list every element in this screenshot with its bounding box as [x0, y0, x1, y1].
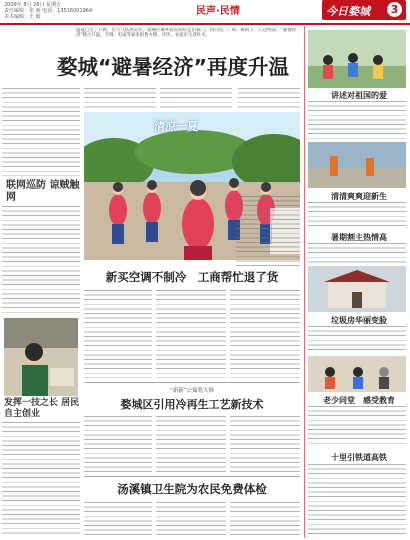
checkup-body-text-3	[230, 502, 300, 536]
checkup-body-text-1	[84, 502, 152, 536]
right-title-5: 老少同堂 感受教育	[323, 396, 395, 405]
article-kicker-recycle: “新新”公寓将大修	[169, 388, 215, 394]
patrol-body-text	[2, 206, 80, 316]
lead-body-text-3	[160, 88, 232, 110]
lead-body-text-2	[84, 88, 156, 110]
photo-caption: 清凉一夏	[154, 120, 198, 133]
classroom-image	[308, 356, 406, 392]
lead-intro: 盛夏已过了立秋，但天气依然炎热，婺城区城乡居民纷纷走出家门，到公园、广场、树荫下、江边纳凉，“避暑经济”随之升温，空调、电扇等家电销售火爆，冷饮、农家乐生意红火。	[76, 28, 296, 39]
recycle-body-text-1	[84, 416, 152, 472]
article-title-checkup: 汤溪镇卫生院为农民免费体检	[117, 482, 267, 496]
article-title-recycle: 婺城区引用冷再生工艺新技术	[120, 398, 264, 411]
lead-body-text-5	[236, 196, 300, 266]
header-divider	[0, 23, 410, 25]
right-body-5	[308, 406, 406, 446]
right-body-2	[308, 202, 406, 228]
right-body-1	[308, 101, 406, 139]
center-divider-2	[84, 476, 300, 477]
left-photo	[4, 318, 78, 396]
issue-date: 2009年 8月 28日 星期五	[4, 2, 62, 8]
right-photo-4	[308, 356, 406, 392]
right-photo-3	[308, 266, 406, 312]
lead-body-text-1	[2, 88, 80, 176]
garbage-house-image	[308, 266, 406, 312]
right-title-1: 讲述对祖国的爱	[331, 91, 387, 100]
right-photo-2	[308, 142, 406, 188]
aircon-body-text-2	[156, 290, 226, 378]
right-body-3	[308, 243, 406, 263]
children-image	[308, 30, 406, 88]
article-title-startup-wrapper	[4, 398, 80, 420]
lead-headline: 婺城“避暑经济”再度升温	[57, 55, 289, 79]
right-body-4	[308, 326, 406, 352]
worker-image	[4, 318, 78, 396]
article-title-startup: 发挥一技之长 居民自主创业	[4, 398, 80, 419]
page-number: 3	[387, 2, 402, 17]
right-body-6	[308, 464, 406, 536]
lead-body-text-4	[238, 88, 300, 110]
brand-banner	[322, 0, 406, 20]
article-title-patrol-wrapper	[6, 180, 80, 204]
right-title-4: 垃圾房华丽变脸	[331, 316, 387, 325]
right-title-3: 暑期割主热情高	[331, 233, 387, 242]
issue-designer: 美术编辑：王 敏	[4, 14, 41, 20]
article-title-aircon: 新买空调不制冷 工商帮忙退了货	[105, 270, 279, 284]
checkup-body-text-2	[156, 502, 226, 536]
aircon-body-text-1	[84, 290, 152, 378]
section-title: 民声·民情	[196, 6, 240, 17]
aircon-body-text-3	[230, 290, 300, 378]
startup-body-text	[2, 422, 80, 536]
issue-editor: 责任编辑：张 新 电话：13516001964	[4, 8, 93, 14]
right-title-2: 清清爽爽迎新生	[331, 192, 387, 201]
brand-title: 今日婺城	[326, 5, 370, 18]
right-photo-1	[308, 30, 406, 88]
center-divider-1	[84, 382, 300, 383]
article-title-patrol: 联网巡防 谅贼触网	[6, 180, 80, 203]
issue-meta	[4, 2, 92, 20]
cleaning-image	[308, 142, 406, 188]
recycle-body-text-2	[156, 416, 226, 472]
right-column-divider	[304, 26, 305, 538]
page-header	[0, 0, 410, 24]
right-title-6: 十里引铁道高铁	[331, 453, 387, 462]
recycle-body-text-3	[230, 416, 300, 472]
